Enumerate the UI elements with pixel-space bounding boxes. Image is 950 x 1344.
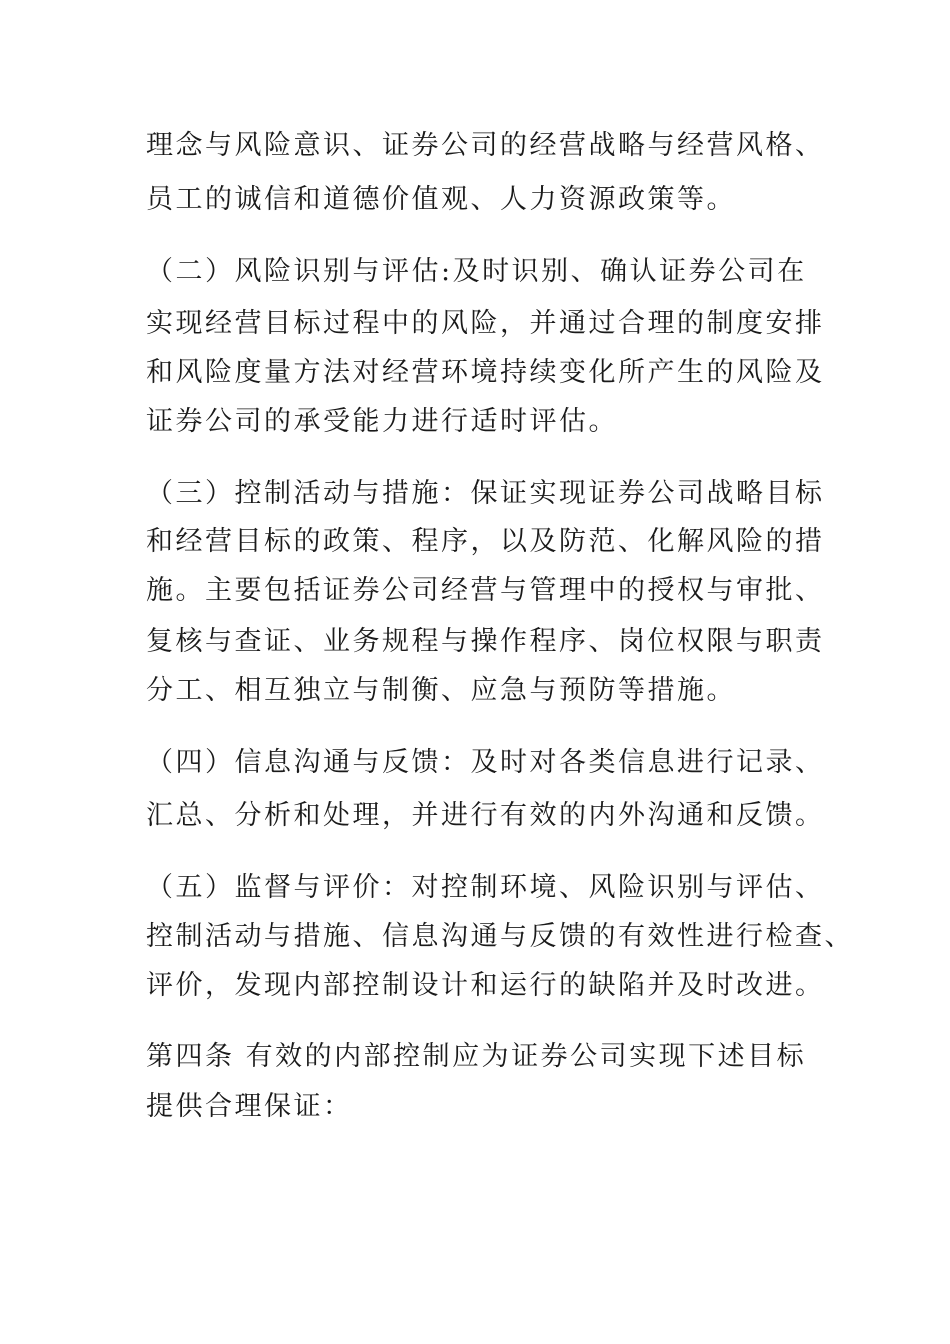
paragraph-3-line-2: 和经营目标的政策、程序，以及防范、化解风险的措 xyxy=(146,526,825,557)
paragraph-5-line-3: 评价，发现内部控制设计和运行的缺陷并及时改进。 xyxy=(146,970,825,1001)
paragraph-1-line-2: 员工的诚信和道德价值观、人力资源政策等。 xyxy=(146,184,736,215)
paragraph-4-line-1: （四）信息沟通与反馈：及时对各类信息进行记录、 xyxy=(146,747,825,778)
paragraph-5-line-2: 控制活动与措施、信息沟通与反馈的有效性进行检查、 xyxy=(146,921,854,952)
paragraph-2-line-4: 证券公司的承受能力进行适时评估。 xyxy=(146,406,618,437)
paragraph-2-line-1: （二）风险识别与评估:及时识别、确认证券公司在 xyxy=(146,256,807,287)
paragraph-4-line-2: 汇总、分析和处理，并进行有效的内外沟通和反馈。 xyxy=(146,800,825,831)
paragraph-3-line-1: （三）控制活动与措施：保证实现证券公司战略目标 xyxy=(146,478,825,509)
paragraph-3-line-3: 施。主要包括证券公司经营与管理中的授权与审批、 xyxy=(146,575,825,606)
paragraph-2-line-3: 和风险度量方法对经营环境持续变化所产生的风险及 xyxy=(146,357,825,388)
paragraph-3-line-5: 分工、相互独立与制衡、应急与预防等措施。 xyxy=(146,675,736,706)
paragraph-3-line-4: 复核与查证、业务规程与操作程序、岗位权限与职责 xyxy=(146,626,825,657)
paragraph-2-line-2: 实现经营目标过程中的风险，并通过合理的制度安排 xyxy=(146,308,825,339)
paragraph-1-line-1: 理念与风险意识、证券公司的经营战略与经营风格、 xyxy=(146,130,825,161)
paragraph-6-line-1: 第四条 有效的内部控制应为证券公司实现下述目标 xyxy=(146,1041,807,1072)
paragraph-5-line-1: （五）监督与评价：对控制环境、风险识别与评估、 xyxy=(146,872,825,903)
paragraph-6-line-2: 提供合理保证： xyxy=(146,1091,353,1122)
